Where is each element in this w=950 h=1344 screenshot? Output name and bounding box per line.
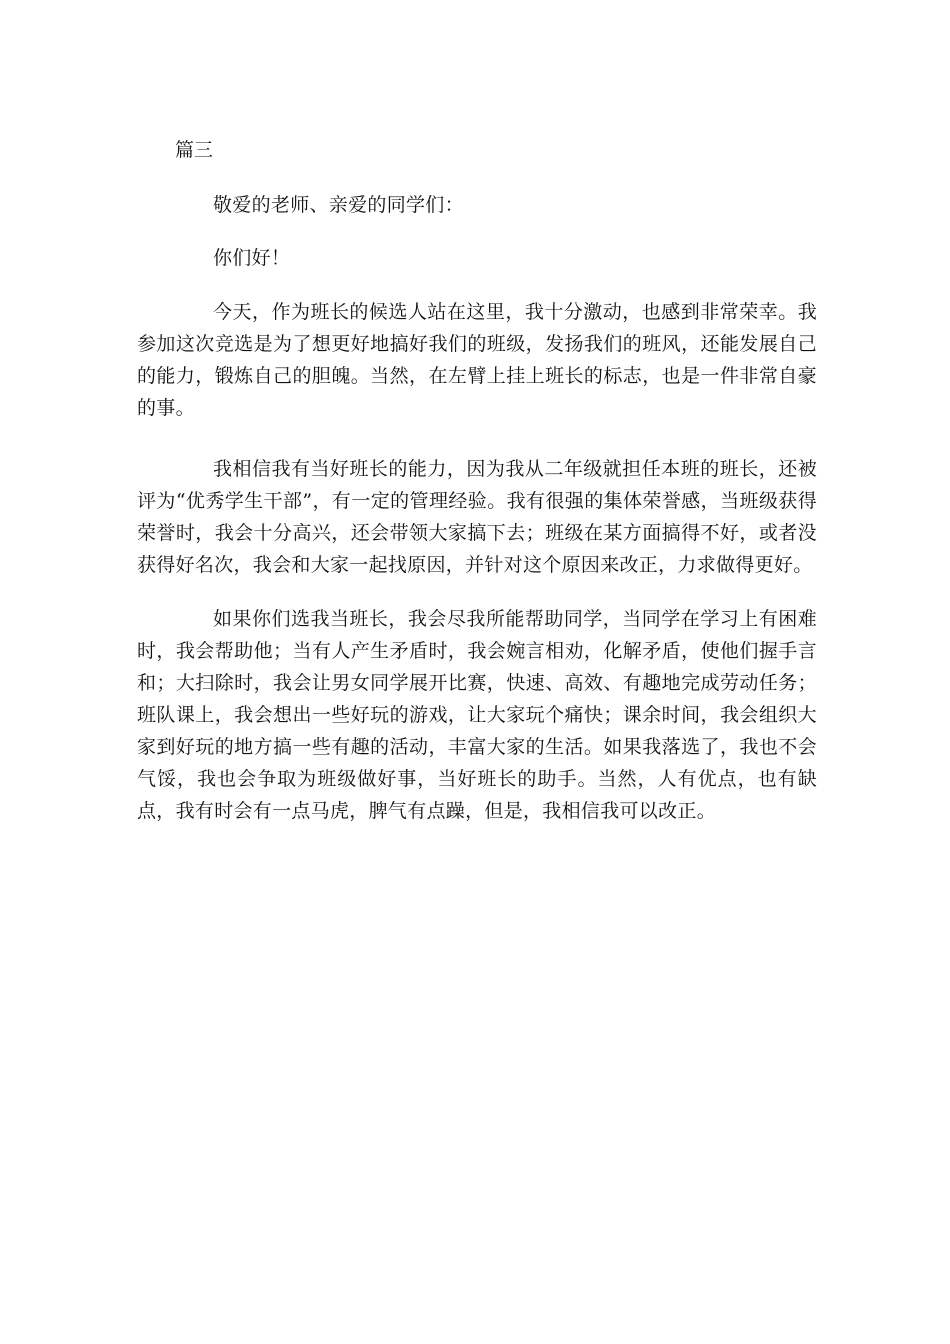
paragraph-1: 今天，作为班长的候选人站在这里，我十分激动，也感到非常荣幸。我参加这次竞选是为了想更好地搞好我们的班级，发扬我们的班风，还能发展自己的能力，锻炼自己的胆魄。当然，在左臂上挂上班长的标志，也是一件非常自豪的事。 (137, 301, 817, 419)
section-title: 篇三 (175, 139, 214, 161)
greeting: 你们好！ (213, 247, 291, 269)
salutation: 敬爱的老师、亲爱的同学们： (213, 194, 464, 216)
paragraph-3: 如果你们选我当班长，我会尽我所能帮助同学，当同学在学习上有困难时，我会帮助他；当有人产生矛盾时，我会婉言相劝，化解矛盾，使他们握手言和；大扫除时，我会让男女同学展开比赛，快速、高效、有趣地完成劳动任务；班队课上，我会想出一些好玩的游戏，让大家玩个痛快；课余时间，我会组织大家到好玩的地方搞一些有趣的活动，丰富大家的生活。如果我落选了，我也不会气馁，我也会争取为班级做好事，当好班长的助手。当然，人有优点，也有缺点，我有时会有一点马虎，脾气有点躁，但是，我相信我可以改正。 (137, 608, 817, 822)
paragraph-2: 我相信我有当好班长的能力，因为我从二年级就担任本班的班长，还被评为“优秀学生干部”，有一定的管理经验。我有很强的集体荣誉感，当班级获得荣誉时，我会十分高兴，还会带领大家搞下去；班级在某方面搞得不好，或者没获得好名次，我会和大家一起找原因，并针对这个原因来改正，力求做得更好。 (137, 458, 817, 576)
